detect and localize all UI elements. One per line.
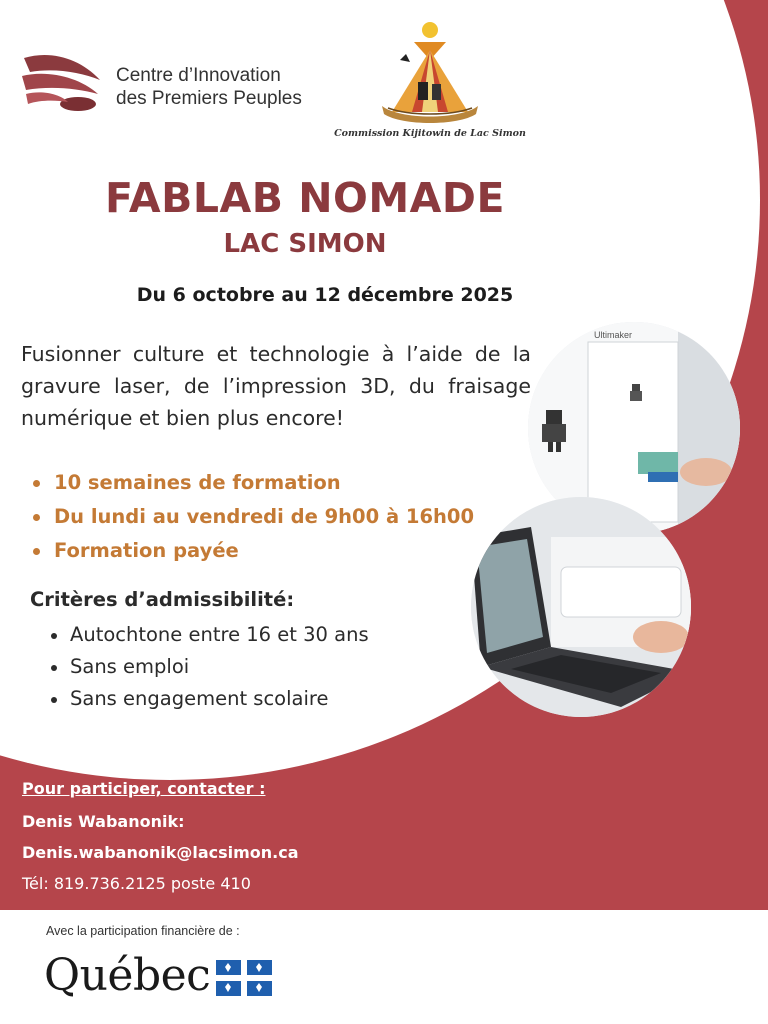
- contact-heading: Pour participer, contacter :: [22, 779, 266, 798]
- printer-brand-label: Ultimaker: [594, 330, 633, 340]
- criteria-item: Sans emploi: [48, 651, 369, 683]
- criteria-item: Sans engagement scolaire: [48, 683, 369, 715]
- laptop-illustration: [471, 497, 691, 717]
- page-subtitle: LAC SIMON: [223, 229, 387, 259]
- funding-label: Avec la participation financière de :: [46, 924, 240, 938]
- contact-phone: Tél: 819.736.2125 poste 410: [22, 874, 251, 893]
- criteria-item: Autochtone entre 16 et 30 ans: [48, 619, 369, 651]
- highlight-item: Formation payée: [30, 534, 474, 568]
- cipp-logo: [20, 50, 310, 120]
- highlight-item: 10 semaines de formation: [30, 466, 474, 500]
- feather-swoosh-icon: [20, 50, 106, 120]
- criteria-list: [48, 619, 369, 715]
- cipp-line1: Centre d’Innovation: [116, 65, 281, 86]
- criteria-title: Critères d’admissibilité:: [30, 588, 295, 611]
- quebec-wordmark: Québec: [44, 950, 211, 1001]
- quebec-flag-icon: [216, 960, 272, 996]
- kkls-caption: Commission Kijitowin de Lac Simon: [334, 128, 526, 139]
- intro-paragraph: Fusionner culture et technologie à l’aide de la gravure laser, de l’impression 3D, du fraisage numérique et bien plus encore!: [21, 342, 531, 430]
- date-range: Du 6 octobre au 12 décembre 2025: [136, 284, 514, 306]
- cipp-line2: des Premiers Peuples: [116, 88, 302, 109]
- highlight-item: Du lundi au vendredi de 9h00 à 16h00: [30, 500, 474, 534]
- page-title: FABLAB NOMADE: [105, 174, 505, 222]
- contact-email-link[interactable]: Denis.wabanonik@lacsimon.ca: [22, 843, 299, 862]
- kkls-logo: [330, 20, 530, 145]
- cipp-name: [116, 64, 302, 110]
- teepee-emblem-icon: [330, 20, 530, 128]
- highlights-list: [30, 466, 474, 568]
- contact-name: Denis Wabanonik:: [22, 812, 185, 831]
- laptop-cutter-photo: [471, 497, 691, 717]
